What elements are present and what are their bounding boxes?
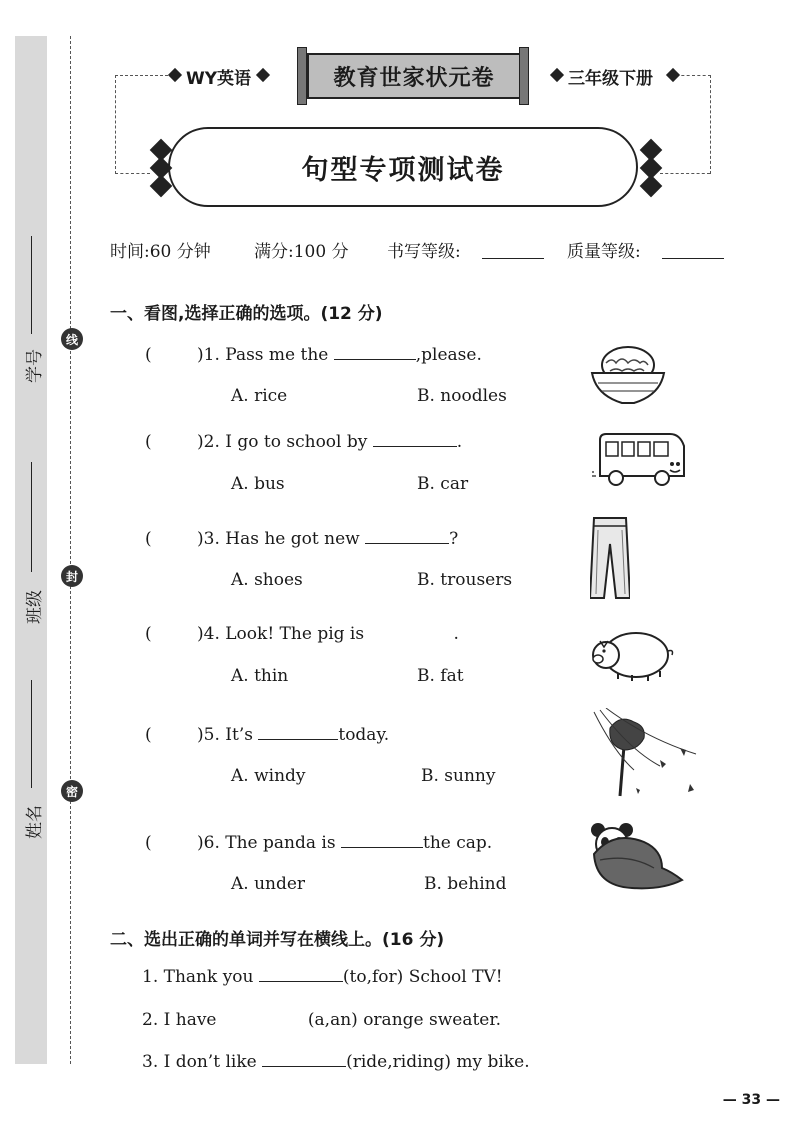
option-a: A. thin [231,666,289,686]
option-a: A. under [231,874,306,894]
answer-blank[interactable] [258,725,338,740]
quality-grade-blank[interactable] [662,258,724,259]
option-a: A. windy [231,766,306,786]
option-a: A. shoes [231,570,303,590]
option-b: B. fat [417,666,464,686]
question-1 [197,345,482,365]
name-label: 姓名 [25,805,45,839]
fill-item-1 [142,967,503,987]
question-3 [197,529,458,549]
question-text-end: ? [449,529,459,549]
question-text-end: the cap. [422,833,493,853]
class-line [31,462,32,572]
item-text: 2. I have [142,1010,217,1030]
subject-tag: WY英语 [186,69,252,89]
item-text-end: (ride,riding) my bike. [346,1052,530,1072]
question-text-end: ,please. [415,345,482,365]
quality-grade-label: 质量等级: [567,242,641,262]
score-info: 满分:100 分 [254,242,349,262]
student-id-label: 学号 [25,349,45,383]
answer-paren[interactable]: ( [145,833,152,853]
question-number: )6. [197,833,220,853]
item-text: 3. I don’t like [142,1052,257,1072]
student-id-line [31,236,32,334]
question-number: )1. [197,345,220,365]
question-text-end: today. [338,725,390,745]
name-line [31,680,32,788]
time-info: 时间:60 分钟 [110,242,211,262]
seal-secret-mark: 密 [61,780,83,802]
question-6 [197,833,492,853]
section2-heading: 二、选出正确的单词并写在横线上。(16 分) [110,930,445,950]
trousers-picture [590,516,630,600]
diamond-icon [640,175,663,198]
option-b: B. sunny [421,766,496,786]
answer-blank[interactable] [373,432,457,447]
question-text-end: . [456,432,463,452]
brand-scroll [297,47,527,103]
grade-tag: 三年级下册 [568,69,653,89]
bus-picture [592,430,690,492]
question-text: Look! The pig is [225,624,365,644]
answer-paren[interactable]: ( [145,529,152,549]
diamond-icon [550,68,564,82]
question-number: )2. [197,432,220,452]
question-4 [197,624,459,644]
question-number: )5. [197,725,220,745]
cut-line [70,36,71,1064]
question-text: It’s [225,725,253,745]
page-number: — 33 — [722,1092,780,1108]
question-5 [197,725,389,745]
section1-heading: 一、看图,选择正确的选项。(12 分) [110,304,383,324]
header-connector-right [676,75,711,174]
class-label: 班级 [25,590,45,624]
pig-picture [588,625,674,683]
answer-blank[interactable] [334,345,416,360]
rice-bowl-picture [588,343,668,407]
fill-item-3 [142,1052,530,1072]
question-text-end: . [453,624,459,644]
question-number: )4. [197,624,220,644]
header-connector-right-bottom [660,173,710,174]
question-text: The panda is [225,833,336,853]
page-title: 句型专项测试卷 [168,127,638,207]
answer-blank[interactable] [262,1052,346,1067]
option-a: A. bus [231,474,285,494]
option-b: B. behind [424,874,507,894]
writing-grade-blank[interactable] [482,258,544,259]
option-b: B. noodles [417,386,507,406]
question-2 [197,432,462,452]
answer-paren[interactable]: ( [145,432,152,452]
question-text: Pass me the [225,345,329,365]
option-b: B. car [417,474,469,494]
question-text: I go to school by [225,432,368,452]
windy-tree-picture [590,708,702,800]
item-text-end: (to,for) School TV! [342,967,503,987]
answer-paren[interactable]: ( [145,624,152,644]
panda-cap-picture [588,820,684,892]
header-connector-left-bottom [115,173,150,174]
item-text-end: (a,an) orange sweater. [307,1010,502,1030]
seal-line-mark: 线 [61,328,83,350]
brand-title: 教育世家状元卷 [307,53,521,99]
fill-item-2 [142,1010,501,1030]
answer-blank[interactable] [259,967,343,982]
answer-blank[interactable] [341,833,423,848]
answer-paren[interactable]: ( [145,725,152,745]
question-text: Has he got new [225,529,360,549]
diamond-icon [256,68,270,82]
answer-blank[interactable] [365,529,449,544]
option-a: A. rice [231,386,288,406]
writing-grade-label: 书写等级: [387,242,461,262]
answer-paren[interactable]: ( [145,345,152,365]
item-text: 1. Thank you [142,967,254,987]
option-b: B. trousers [417,570,513,590]
question-number: )3. [197,529,220,549]
seal-seal-mark: 封 [61,565,83,587]
diamond-icon [168,68,182,82]
